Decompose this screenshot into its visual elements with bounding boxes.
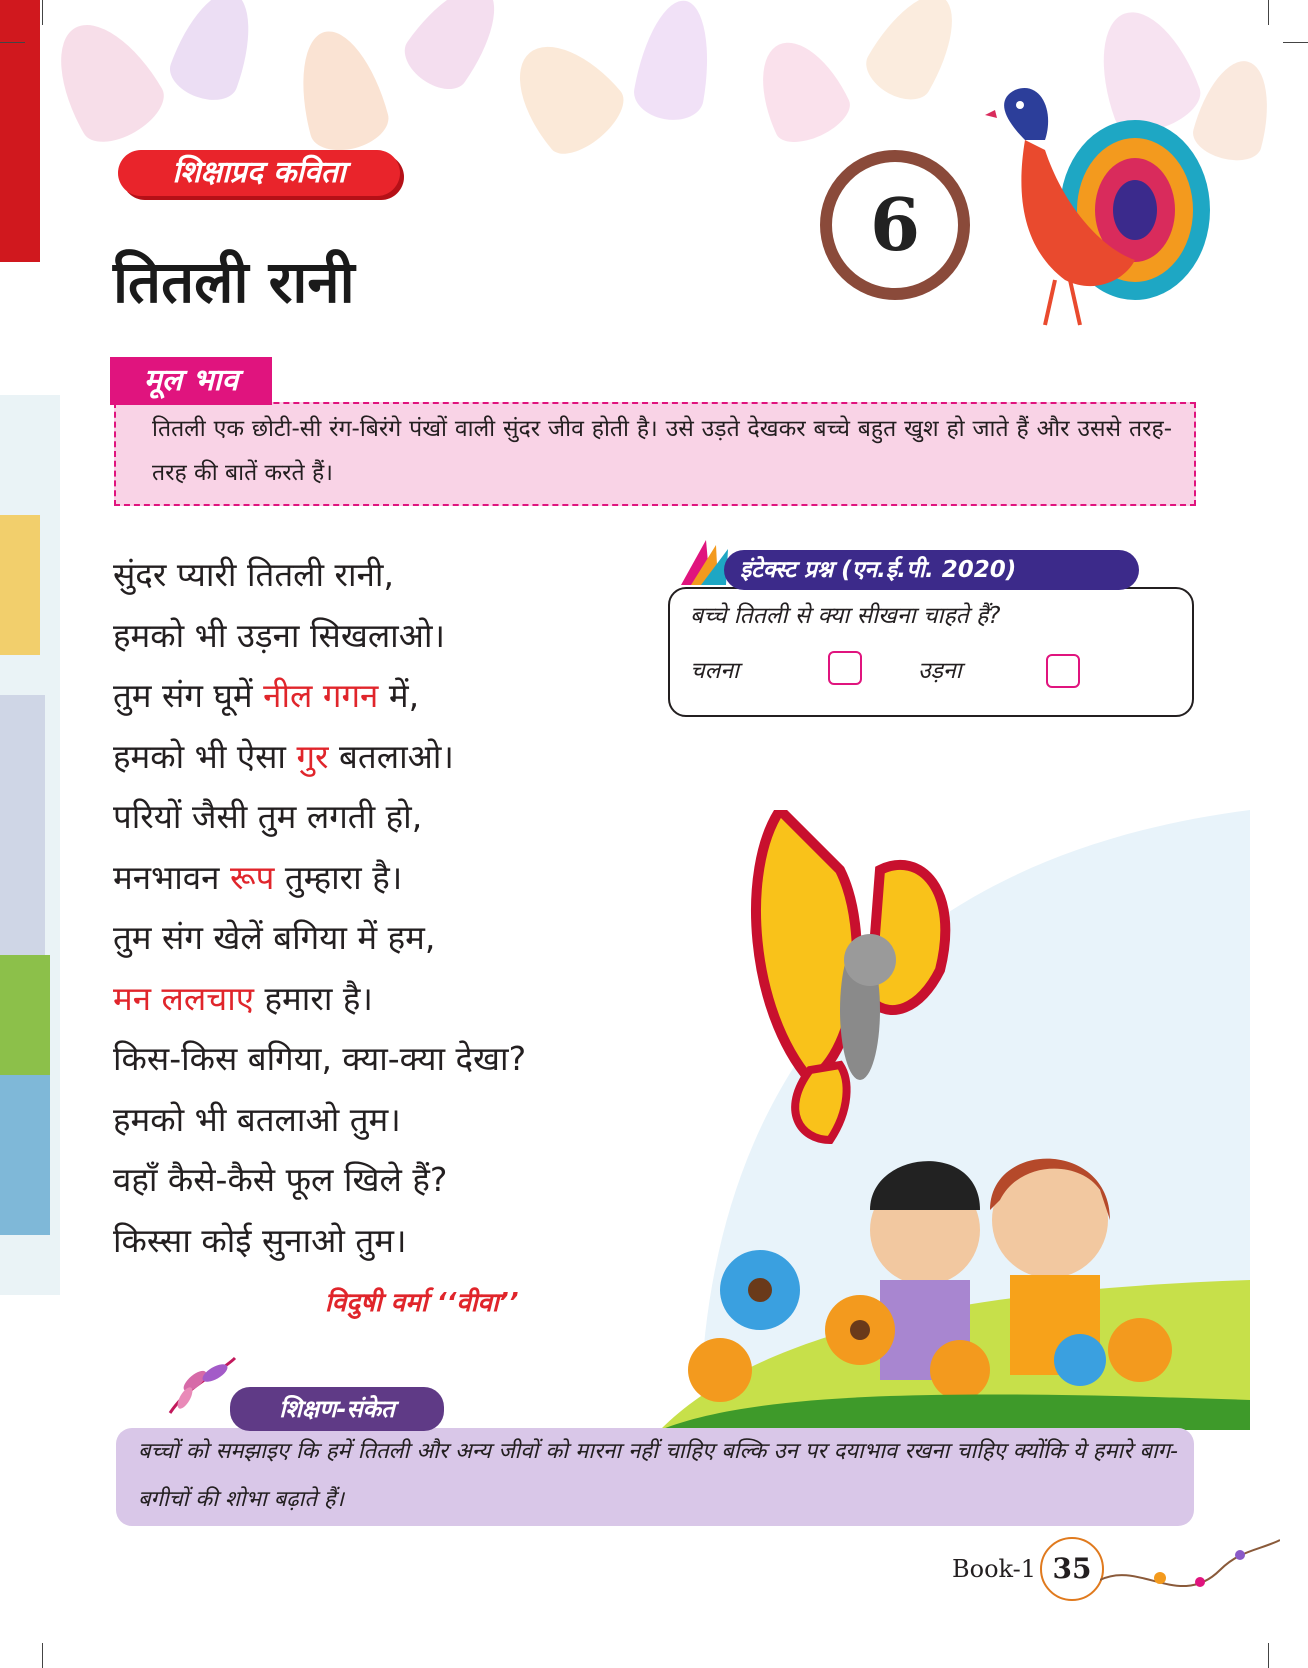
option-label-2: उड़ना — [918, 658, 962, 684]
red-page-edge — [0, 0, 40, 262]
poem-text: किस-किस बगिया, क्या-क्या देखा? — [113, 1039, 527, 1078]
poem-text: सुंदर प्यारी तितली रानी, — [113, 555, 394, 594]
poem-title: तितली रानी — [113, 248, 355, 316]
crop-mark — [42, 1643, 43, 1668]
highlighted-word: गुर — [296, 736, 329, 776]
poem-text: हमको भी बतलाओ तुम। — [113, 1099, 401, 1139]
crop-mark — [1268, 1643, 1269, 1668]
teaching-note-text: बच्चों को समझाइए कि हमें तितली और अन्य जीवों को मारना नहीं चाहिए बल्कि उन पर दयाभाव रखना चाहिए क्योंकि ये हमारे बाग-बगीचों की शोभा बढ़ाते हैं। — [138, 1439, 1178, 1512]
highlighted-word: नील गगन — [263, 676, 379, 715]
poem-line — [113, 969, 526, 1030]
option-label-1: चलना — [690, 658, 739, 684]
page-number: 35 — [1040, 1537, 1104, 1601]
poem-line — [113, 848, 526, 909]
crop-mark — [0, 42, 25, 43]
teaching-note-label: शिक्षण-संकेत — [230, 1387, 444, 1431]
poem-body — [113, 545, 526, 1271]
chapter-number: 6 — [869, 182, 921, 267]
summary-label: मूल भाव — [110, 357, 272, 405]
summary-text: तितली एक छोटी-सी रंग-बिरंगे पंखों वाली सुंदर जीव होती है। उसे उड़ते देखकर बच्चे बहुत खुश हो जाते हैं और उससे तरह-तरह की बातें करते हैं। — [152, 416, 1172, 486]
option-checkbox-1[interactable] — [828, 651, 862, 685]
peacock-illustration — [985, 80, 1215, 350]
poem-text: हमारा है। — [254, 978, 373, 1018]
butterfly-children-illustration — [660, 810, 1250, 1430]
option-checkbox-2[interactable] — [1046, 654, 1080, 688]
poem-line — [113, 545, 526, 606]
book-label: Book-1 — [952, 1555, 1037, 1583]
poem-line — [113, 1090, 526, 1151]
intext-question-text: बच्चे तितली से क्या सीखना चाहते हैं? — [690, 603, 1001, 629]
crop-mark — [42, 0, 43, 25]
poem-text: बतलाओ। — [328, 736, 454, 776]
category-tag: शिक्षाप्रद कविता — [118, 150, 400, 196]
poem-line — [113, 1029, 526, 1090]
highlighted-word: मन ललचाए — [113, 978, 255, 1018]
crop-mark — [1268, 0, 1269, 25]
poem-text: मनभावन — [113, 857, 230, 897]
leaf-icon — [160, 1353, 240, 1423]
poem-line — [113, 606, 526, 667]
poem-text: तुम संग घूमें — [113, 676, 264, 715]
intext-question-label: इंटेक्स्ट प्रश्न (एन.ई.पी. 2020) — [724, 550, 1139, 590]
poem-line — [113, 1211, 526, 1272]
highlighted-word: रूप — [229, 857, 275, 897]
poem-text: हमको भी उड़ना सिखलाओ। — [113, 615, 446, 655]
poem-line — [113, 727, 526, 788]
poem-text: हमको भी ऐसा — [113, 736, 297, 776]
poem-line — [113, 666, 526, 727]
poem-text: वहाँ कैसे-कैसे फूल खिले हैं? — [113, 1160, 448, 1199]
poem-line — [113, 787, 526, 848]
floral-vine-icon — [1100, 1520, 1280, 1620]
poem-author: विदुषी वर्मा ‘‘वीवा’’ — [325, 1288, 519, 1318]
poem-text: परियों जैसी तुम लगती हो, — [113, 797, 423, 836]
poem-text: तुम्हारा है। — [274, 857, 403, 897]
crop-mark — [1283, 42, 1308, 43]
poem-text: तुम संग खेलें बगिया में हम, — [113, 918, 436, 957]
left-illustration — [0, 395, 60, 1295]
poem-line — [113, 1150, 526, 1211]
poem-text: किस्सा कोई सुनाओ तुम। — [113, 1220, 407, 1260]
poem-line — [113, 908, 526, 969]
poem-text: में, — [378, 676, 420, 715]
